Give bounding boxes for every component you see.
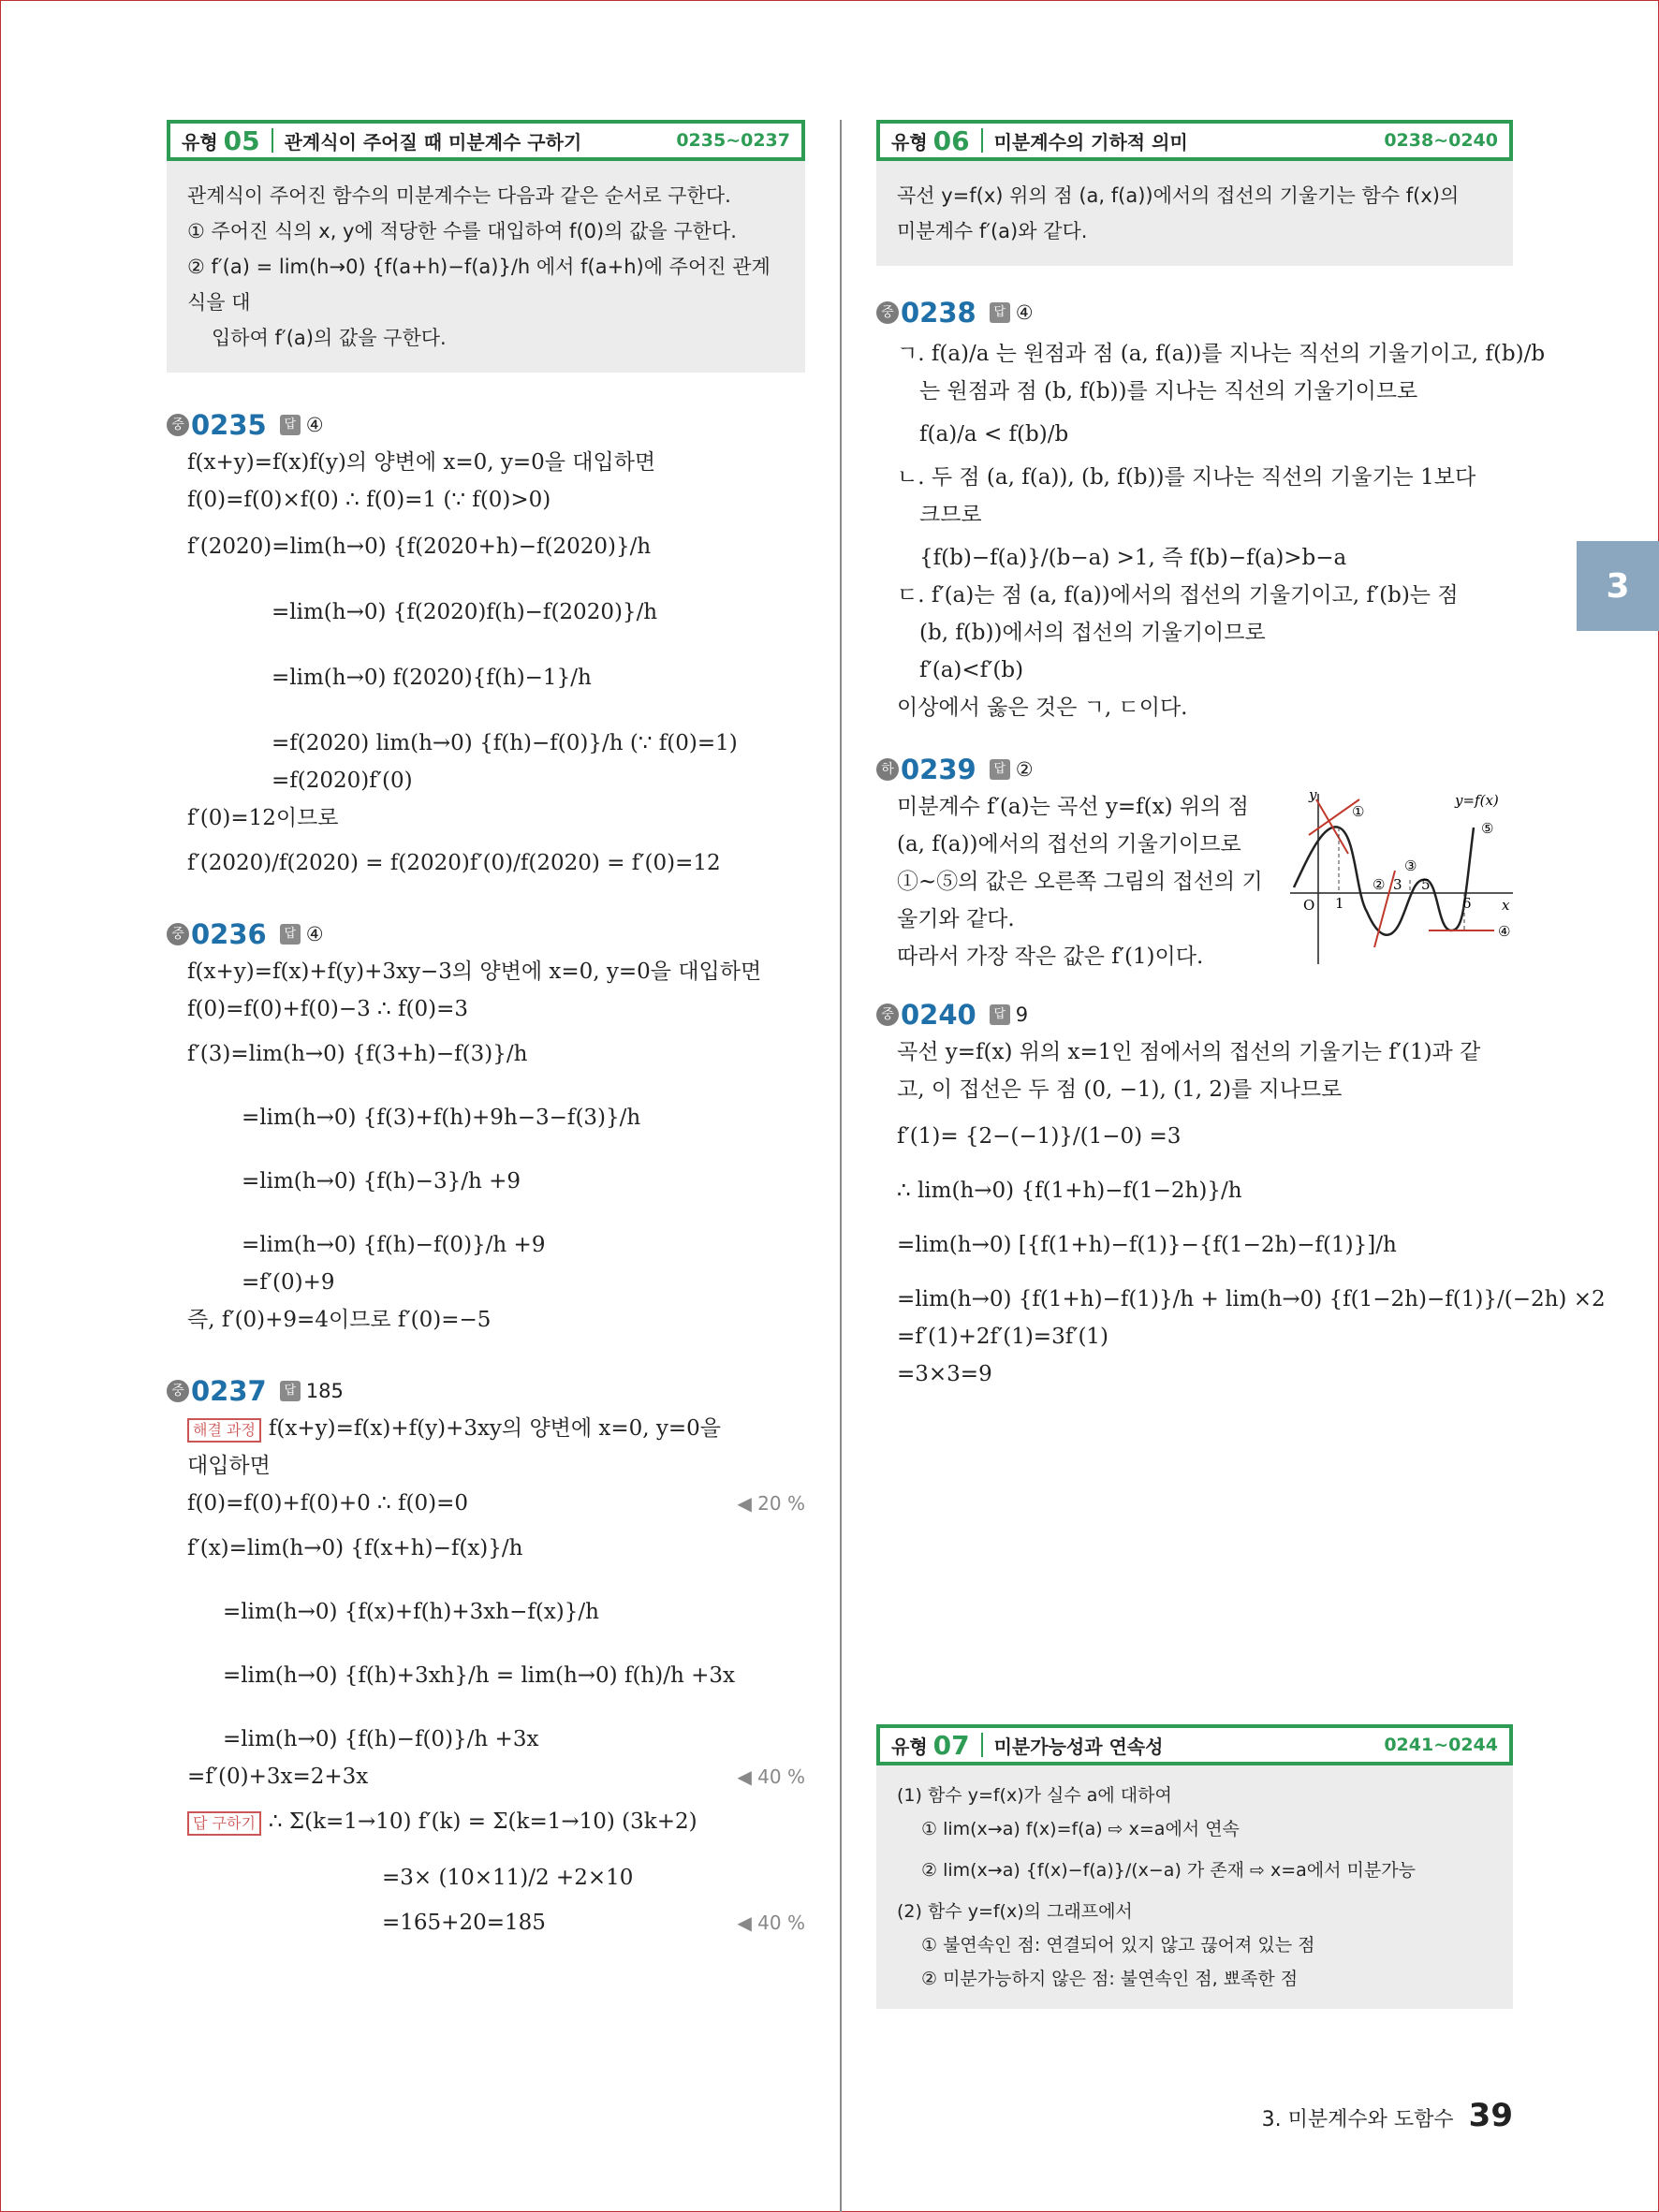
curve-label: y=f(x) [1455, 792, 1499, 809]
solution-line: =lim(h→0) {f(h)−f(0)}/h +9 [242, 1233, 546, 1257]
problem-0235 [167, 406, 805, 882]
problem-0240-head [876, 996, 1513, 1033]
solution-line: f(0)=f(0)+f(0)−3 ∴ f(0)=3 [187, 997, 468, 1021]
tick-label: 3 [1393, 876, 1402, 893]
problem-0236 [167, 916, 805, 1339]
solution-line: 대입하면 [187, 1454, 271, 1478]
solution-line: ①~⑤의 값은 오른쪽 그림의 접선의 기 [897, 870, 1263, 894]
problem-0238 [876, 294, 1546, 726]
type06-range: 0238~0240 [1384, 130, 1498, 151]
answer-value: 9 [1015, 1003, 1029, 1026]
solution-line: =lim(h→0) {f(1+h)−f(1)}/h + lim(h→0) {f(1−2h)−f(1)}/(−2h) ×2 [897, 1287, 1606, 1311]
solution-line: 고, 이 접선은 두 점 (0, −1), (1, 2)를 지나므로 [897, 1077, 1343, 1102]
solution-line: =lim(h→0) [{f(1+h)−f(1)}−{f(1−2h)−f(1)}]/h [897, 1233, 1397, 1257]
solution-line: 곡선 y=f(x) 위의 x=1인 점에서의 접선의 기울기는 f′(1)과 같 [897, 1040, 1481, 1064]
type06-line: 미분계수 f′(a)와 같다. [897, 220, 1088, 242]
problem-0238-head [876, 294, 1513, 331]
type07-line: (2) 함수 y=f(x)의 그래프에서 [897, 1901, 1133, 1922]
tangent-graph [1290, 790, 1515, 968]
solution-line: f′(a)<f′(b) [919, 658, 1024, 682]
solution-line: 해결 과정 f(x+y)=f(x)+f(y)+3xy의 양변에 x=0, y=0을 [167, 1410, 805, 1447]
solution-line: ㄱ. f(a)/a 는 원점과 점 (a, f(a))를 지나는 직선의 기울기이고, f(b)/b [897, 342, 1546, 366]
marker-5: ⑤ [1481, 820, 1494, 837]
problem-0239-head [876, 751, 1513, 788]
right-column [876, 120, 1606, 1989]
type05-header [167, 120, 805, 161]
page-footer [1262, 2097, 1513, 2134]
problem-number: 0235 [191, 409, 267, 441]
solution-line: =f′(0)+3x=2+3x ◀ 40 % [167, 1758, 805, 1795]
solution-line: f(0)=f(0)×f(0) ∴ f(0)=1 (∵ f(0)>0) [187, 488, 551, 512]
solution-line: f(a)/a < f(b)/b [919, 422, 1069, 447]
x-axis-label: x [1502, 897, 1510, 914]
type07-body [876, 1765, 1513, 2009]
y-axis-label: y [1309, 790, 1317, 803]
problem-0237 [167, 1372, 805, 1941]
solution-line: 즉, f′(0)+9=4이므로 f′(0)=−5 [187, 1308, 492, 1332]
solution-line: 크므로 [919, 503, 982, 527]
solution-line: =f(2020)f′(0) [272, 769, 413, 793]
type07-header [876, 1724, 1513, 1765]
answer-label: 답 [280, 924, 301, 945]
problem-0236-head [167, 916, 805, 953]
type05-separator [272, 128, 273, 153]
solution-line: f(0)=f(0)+f(0)+0 ∴ f(0)=0 ◀ 20 % [167, 1485, 805, 1522]
solution-line: =f′(1)+2f′(1)=3f′(1) [897, 1325, 1109, 1349]
type06-tag: 유형 06 [891, 125, 970, 156]
step-chip: 해결 과정 [187, 1418, 261, 1443]
level-badge: 중 [876, 301, 899, 324]
problem-0237-head [167, 1372, 805, 1410]
type07-line: ① lim(x→a) f(x)=f(a) ⇨ x=a에서 연속 [921, 1819, 1240, 1839]
type07-line: (1) 함수 y=f(x)가 실수 a에 대하여 [897, 1785, 1172, 1806]
type06-line: 곡선 y=f(x) 위의 점 (a, f(a))에서의 접선의 기울기는 함수 f(x)의 [897, 184, 1460, 207]
solution-line: =3×3=9 [897, 1362, 992, 1386]
answer-value: ④ [305, 923, 324, 945]
type06-title: 미분계수의 기하적 의미 [993, 130, 1188, 154]
solution-line: =165+20=185 ◀ 40 % [167, 1904, 805, 1941]
solution-line: f′(2020)/f(2020) = f(2020)f′(0)/f(2020) = f′(0)=12 [187, 851, 721, 875]
solution-line: 이상에서 옳은 것은 ㄱ, ㄷ이다. [897, 696, 1188, 720]
problem-0240 [876, 996, 1606, 1393]
answer-label: 답 [990, 1004, 1010, 1025]
level-badge: 중 [167, 923, 189, 945]
level-badge: 중 [876, 1003, 899, 1026]
answer-label: 답 [280, 1381, 301, 1401]
solution-line: 미분계수 f′(a)는 곡선 y=f(x) 위의 점 [897, 795, 1249, 819]
answer-value: 185 [305, 1380, 344, 1402]
type05-line: 입하여 f′(a)의 값을 구한다. [212, 327, 447, 349]
solution-line: =lim(h→0) {f(x)+f(h)+3xh−f(x)}/h [223, 1600, 599, 1624]
problem-0239 [876, 751, 1513, 975]
answer-value: ④ [305, 414, 324, 436]
solution-line: =lim(h→0) {f(h)−3}/h +9 [242, 1169, 521, 1194]
type07-line: ② 미분가능하지 않은 점: 불연속인 점, 뾰족한 점 [921, 1969, 1299, 1989]
type07-title: 미분가능성과 연속성 [993, 1735, 1164, 1758]
marker-2: ② [1373, 876, 1386, 893]
solution-line: =lim(h→0) f(2020){f(h)−1}/h [272, 666, 592, 690]
problem-number: 0239 [901, 754, 976, 785]
type07-range: 0241~0244 [1384, 1735, 1498, 1755]
footer-chapter: 3. 미분계수와 도함수 [1261, 2108, 1454, 2131]
type05-line: ① 주어진 식의 x, y에 적당한 수를 대입하여 f(0)의 값을 구한다. [187, 220, 737, 242]
solution-line: f′(0)=12이므로 [187, 806, 339, 830]
marker-1: ① [1352, 803, 1365, 820]
type05-line: ② f′(a) = lim(h→0) {f(a+h)−f(a)}/h 에서 f(a+h)에 주어진 관계식을 대 [187, 256, 771, 314]
tick-label: 5 [1421, 876, 1431, 893]
solution-line: =lim(h→0) {f(2020)f(h)−f(2020)}/h [272, 600, 658, 624]
solution-line: =3× (10×11)/2 +2×10 [382, 1866, 634, 1890]
type05-line: 관계식이 주어진 함수의 미분계수는 다음과 같은 순서로 구한다. [187, 184, 731, 207]
type05-title: 관계식이 주어질 때 미분계수 구하기 [284, 130, 582, 154]
solution-line: ㄷ. f′(a)는 점 (a, f(a))에서의 접선의 기울기이고, f′(b)는 점 [897, 583, 1459, 608]
type07-line: ② lim(x→a) {f(x)−f(a)}/(x−a) 가 존재 ⇨ x=a에서 미분가능 [921, 1860, 1416, 1881]
problem-number: 0237 [191, 1375, 267, 1407]
answer-value: ④ [1015, 301, 1034, 324]
solution-line: =lim(h→0) {f(h)−f(0)}/h +3x [223, 1727, 539, 1751]
problem-0235-head [167, 406, 805, 444]
answer-label: 답 [990, 759, 1010, 780]
type05-tag: 유형 05 [182, 125, 260, 156]
type05-body [167, 161, 805, 373]
solution-line: =lim(h→0) {f(h)+3xh}/h = lim(h→0) f(h)/h +3x [223, 1663, 735, 1688]
problem-number: 0236 [191, 918, 267, 950]
solution-line: =lim(h→0) {f(3)+f(h)+9h−3−f(3)}/h [242, 1106, 641, 1130]
solution-line: f′(x)=lim(h→0) {f(x+h)−f(x)}/h [187, 1536, 523, 1560]
answer-label: 답 [990, 302, 1010, 323]
type07-line: ① 불연속인 점: 연결되어 있지 않고 끊어져 있는 점 [921, 1935, 1315, 1956]
solution-line: ㄴ. 두 점 (a, f(a)), (b, f(b))를 지나는 직선의 기울기는 1보다 [897, 465, 1476, 490]
solution-line: 답 구하기 ∴ Σ(k=1→10) f′(k) = Σ(k=1→10) (3k+2) [167, 1803, 805, 1840]
solution-line: f′(3)=lim(h→0) {f(3+h)−f(3)}/h [187, 1042, 528, 1066]
chapter-side-tab: 3 [1577, 541, 1659, 631]
problem-number: 0240 [901, 999, 976, 1031]
solution-line: =f′(0)+9 [242, 1270, 335, 1295]
marker-3: ③ [1404, 857, 1417, 874]
tick-label: 6 [1462, 895, 1472, 912]
solution-line: =f(2020) lim(h→0) {f(h)−f(0)}/h (∵ f(0)=1) [272, 731, 738, 755]
level-badge: 하 [876, 758, 899, 781]
level-badge: 중 [167, 414, 189, 436]
tick-label: 1 [1335, 895, 1344, 912]
type06-body [876, 161, 1513, 266]
solution-line: ∴ lim(h→0) {f(1+h)−f(1−2h)}/h [897, 1179, 1242, 1203]
problem-number: 0238 [901, 297, 976, 329]
type07-separator [981, 1733, 983, 1757]
step-chip: 답 구하기 [187, 1811, 261, 1836]
column-divider [840, 120, 842, 2212]
solution-line: f′(1)= {2−(−1)}/(1−0) =3 [897, 1124, 1182, 1149]
score-percent: ◀ 40 % [737, 1765, 805, 1788]
marker-4: ④ [1498, 923, 1511, 940]
score-percent: ◀ 20 % [737, 1492, 805, 1515]
solution-line: f(x+y)=f(x)f(y)의 양변에 x=0, y=0을 대입하면 [187, 450, 656, 475]
solution-line: 는 원점과 점 (b, f(b))를 지나는 직선의 기울기이므로 [919, 379, 1418, 403]
left-column [167, 120, 805, 1941]
level-badge: 중 [167, 1380, 189, 1402]
page-number: 39 [1468, 2097, 1513, 2134]
type05-range: 0235~0237 [676, 130, 790, 151]
score-percent: ◀ 40 % [737, 1912, 805, 1934]
solution-line: f′(2020)=lim(h→0) {f(2020+h)−f(2020)}/h [187, 535, 652, 559]
answer-value: ② [1015, 758, 1034, 781]
solution-line: 울기와 같다. [897, 907, 1015, 931]
solution-line: {f(b)−f(a)}/(b−a) >1, 즉 f(b)−f(a)>b−a [919, 546, 1347, 570]
type06-separator [981, 128, 983, 153]
solution-line: (b, f(b))에서의 접선의 기울기이므로 [919, 621, 1266, 645]
origin-label: O [1303, 897, 1315, 914]
solution-line: 따라서 가장 작은 값은 f′(1)이다. [897, 945, 1204, 969]
type06-header [876, 120, 1513, 161]
type07-box [876, 1724, 1513, 2009]
answer-label: 답 [280, 415, 301, 435]
solution-line: f(x+y)=f(x)+f(y)+3xy−3의 양변에 x=0, y=0을 대입하면 [187, 960, 762, 984]
type07-tag: 유형 07 [891, 1729, 970, 1761]
solution-line: (a, f(a))에서의 접선의 기울기이므로 [897, 832, 1241, 857]
